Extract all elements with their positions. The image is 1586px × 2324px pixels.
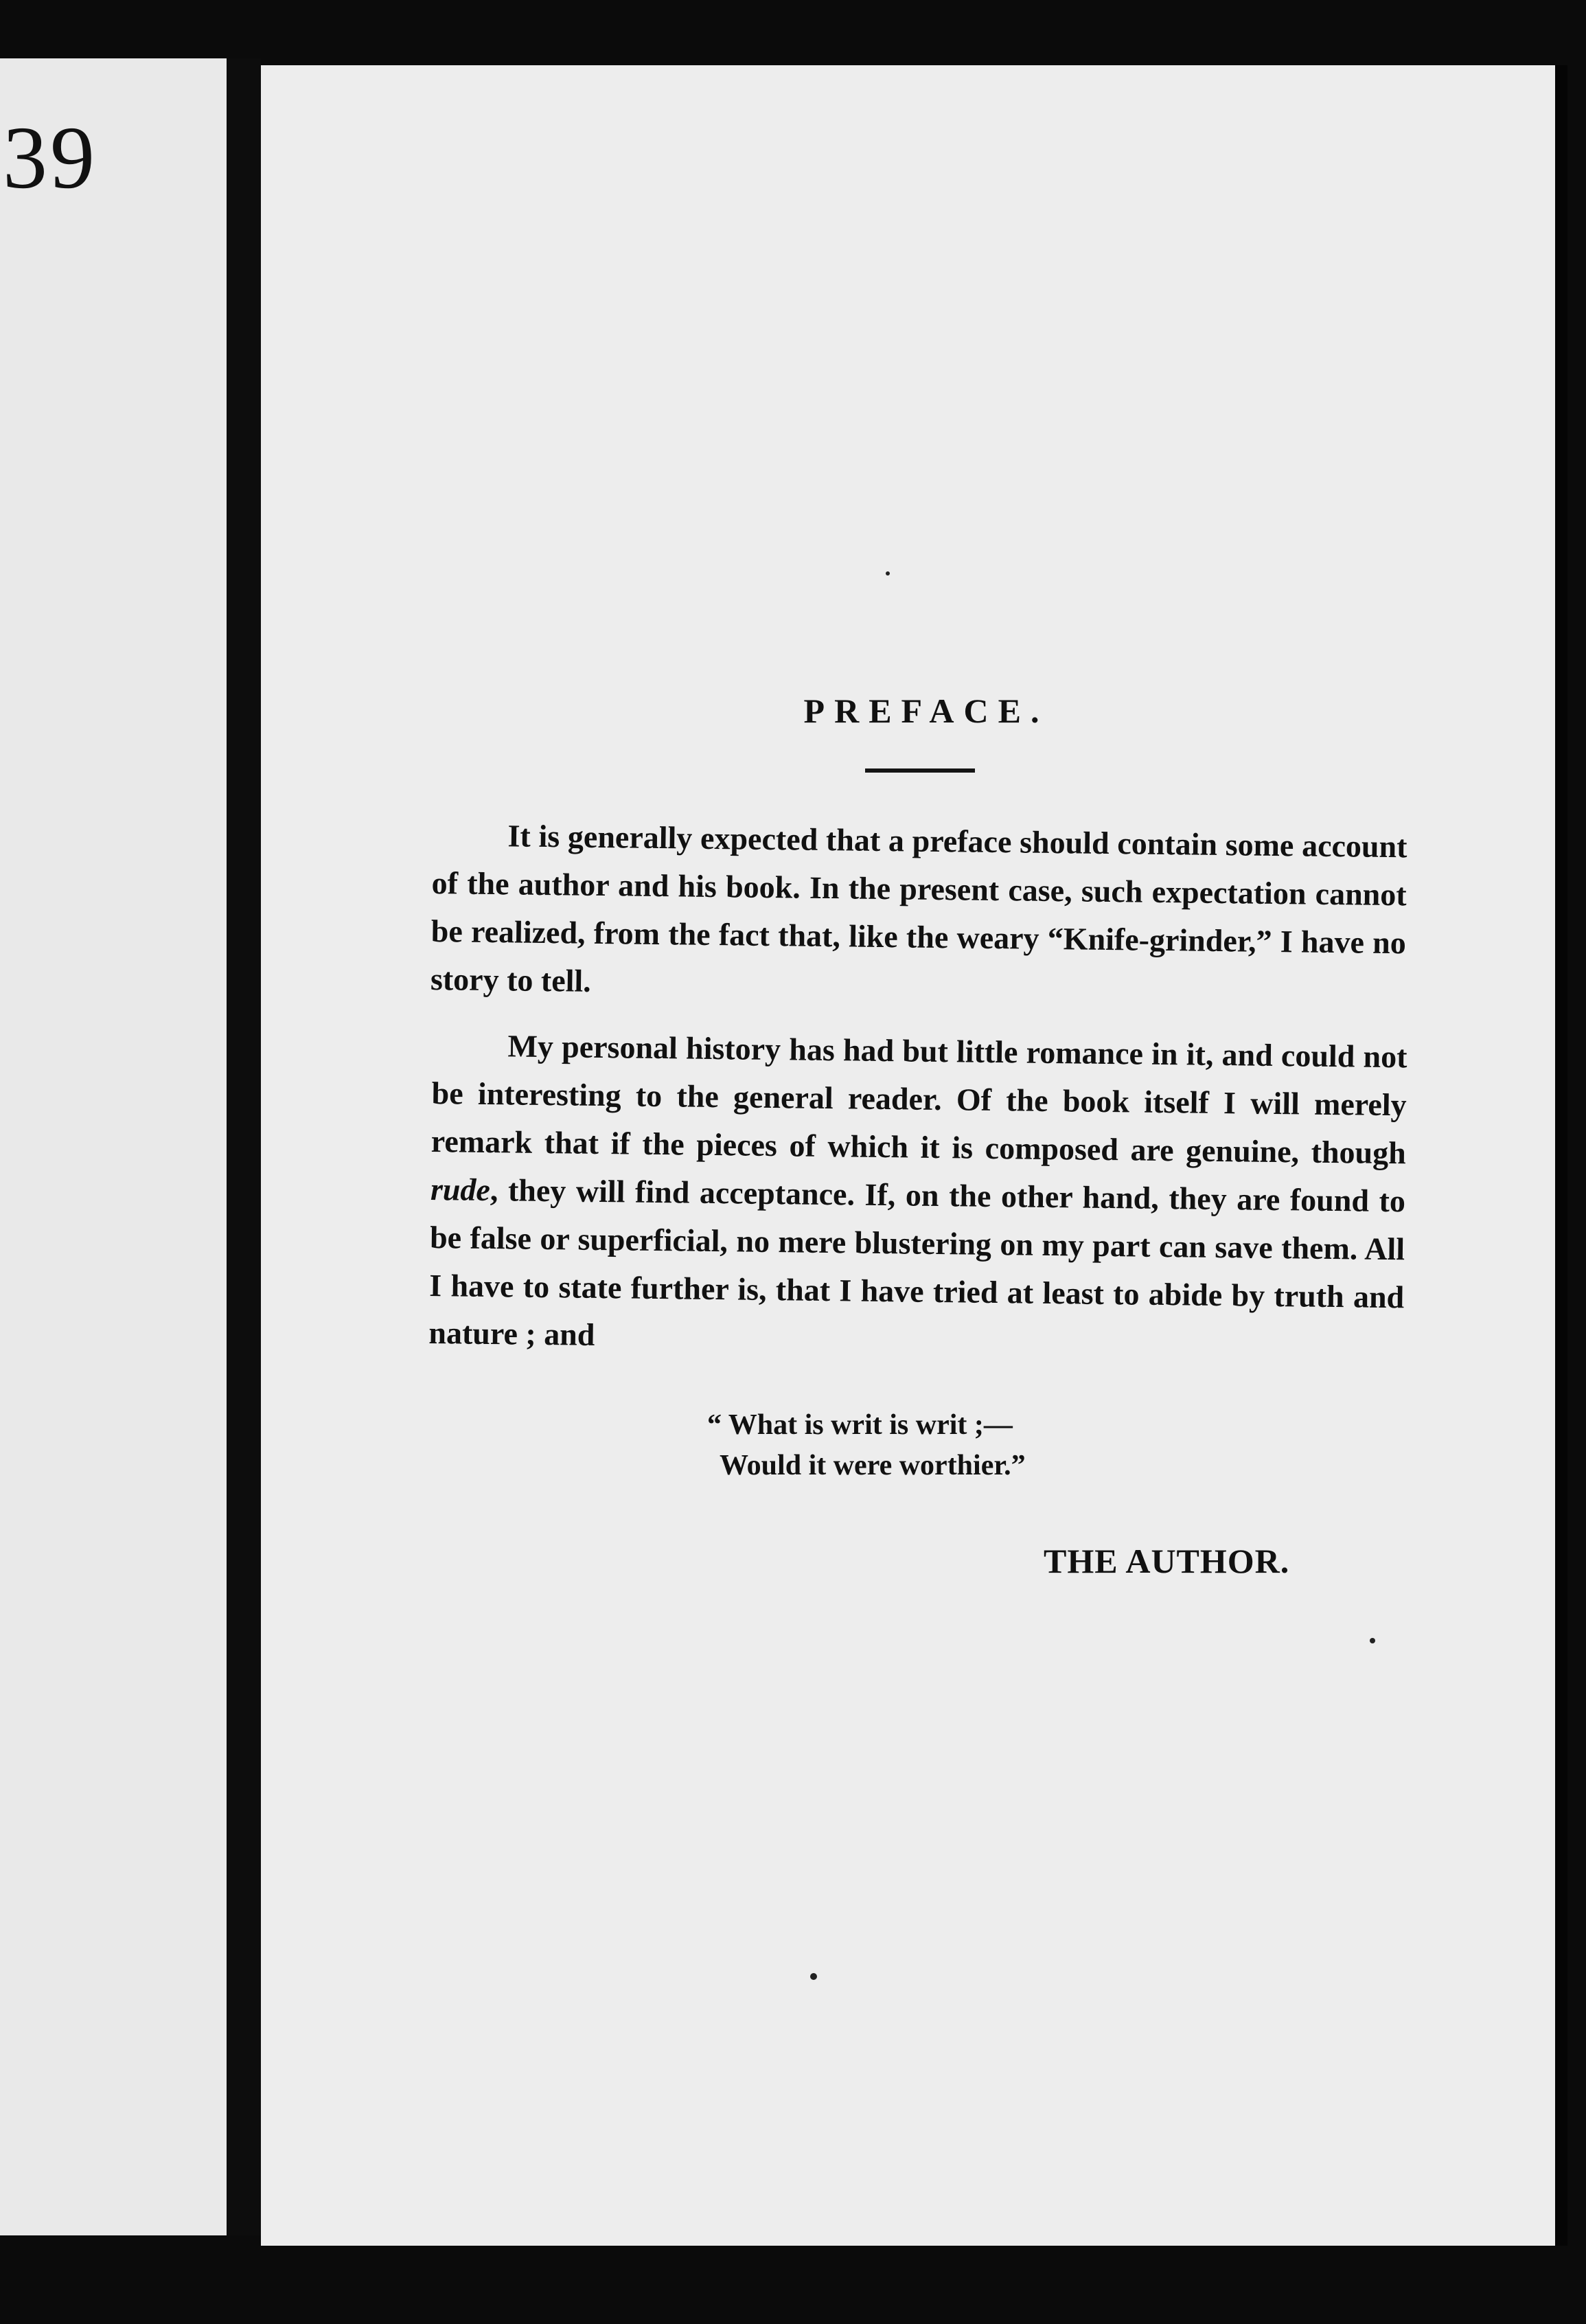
right-page	[261, 65, 1567, 2246]
book-gutter	[227, 58, 261, 2235]
ink-speck	[810, 1973, 817, 1980]
title-divider	[865, 768, 975, 773]
paragraph-text: is generally expected that a preface should contain some account of the author and his book. In the present case, such expectation cannot be realized, from the fact that, like the weary “Knife-grinder,” I have no story to tell.	[430, 818, 1407, 999]
page-title: PREFACE.	[803, 692, 1049, 730]
page-number: 39	[3, 109, 97, 207]
preface-section	[428, 690, 1407, 1581]
paragraph-text: My personal history has had but little romance in it, and could not be interesting to the general reader. Of the book itself I will merely remark that if the pieces of which it is composed are genuine, though	[430, 1027, 1407, 1170]
left-page	[0, 58, 227, 2235]
paragraph-lead: It	[507, 818, 531, 854]
ink-speck	[886, 571, 890, 576]
quote-line-2: Would it were worthier.”	[720, 1449, 1026, 1481]
preface-paragraph-1	[430, 811, 1407, 1015]
ink-speck	[1370, 1638, 1375, 1643]
author-signature: THE AUTHOR.	[1044, 1541, 1290, 1580]
preface-paragraph-2	[428, 1021, 1407, 1369]
quote-line-1: “ What is writ is writ ;—	[707, 1409, 1013, 1441]
paragraph-text: , they will find acceptance. If, on the other hand, they are found to be false or superficial, no mere blustering on my part can save them. All I have to state further is, that I have tried at least to abide by truth and nature ; and	[428, 1172, 1406, 1352]
closing-quote	[707, 1405, 1407, 1486]
emphasis-word: rude	[430, 1171, 491, 1207]
